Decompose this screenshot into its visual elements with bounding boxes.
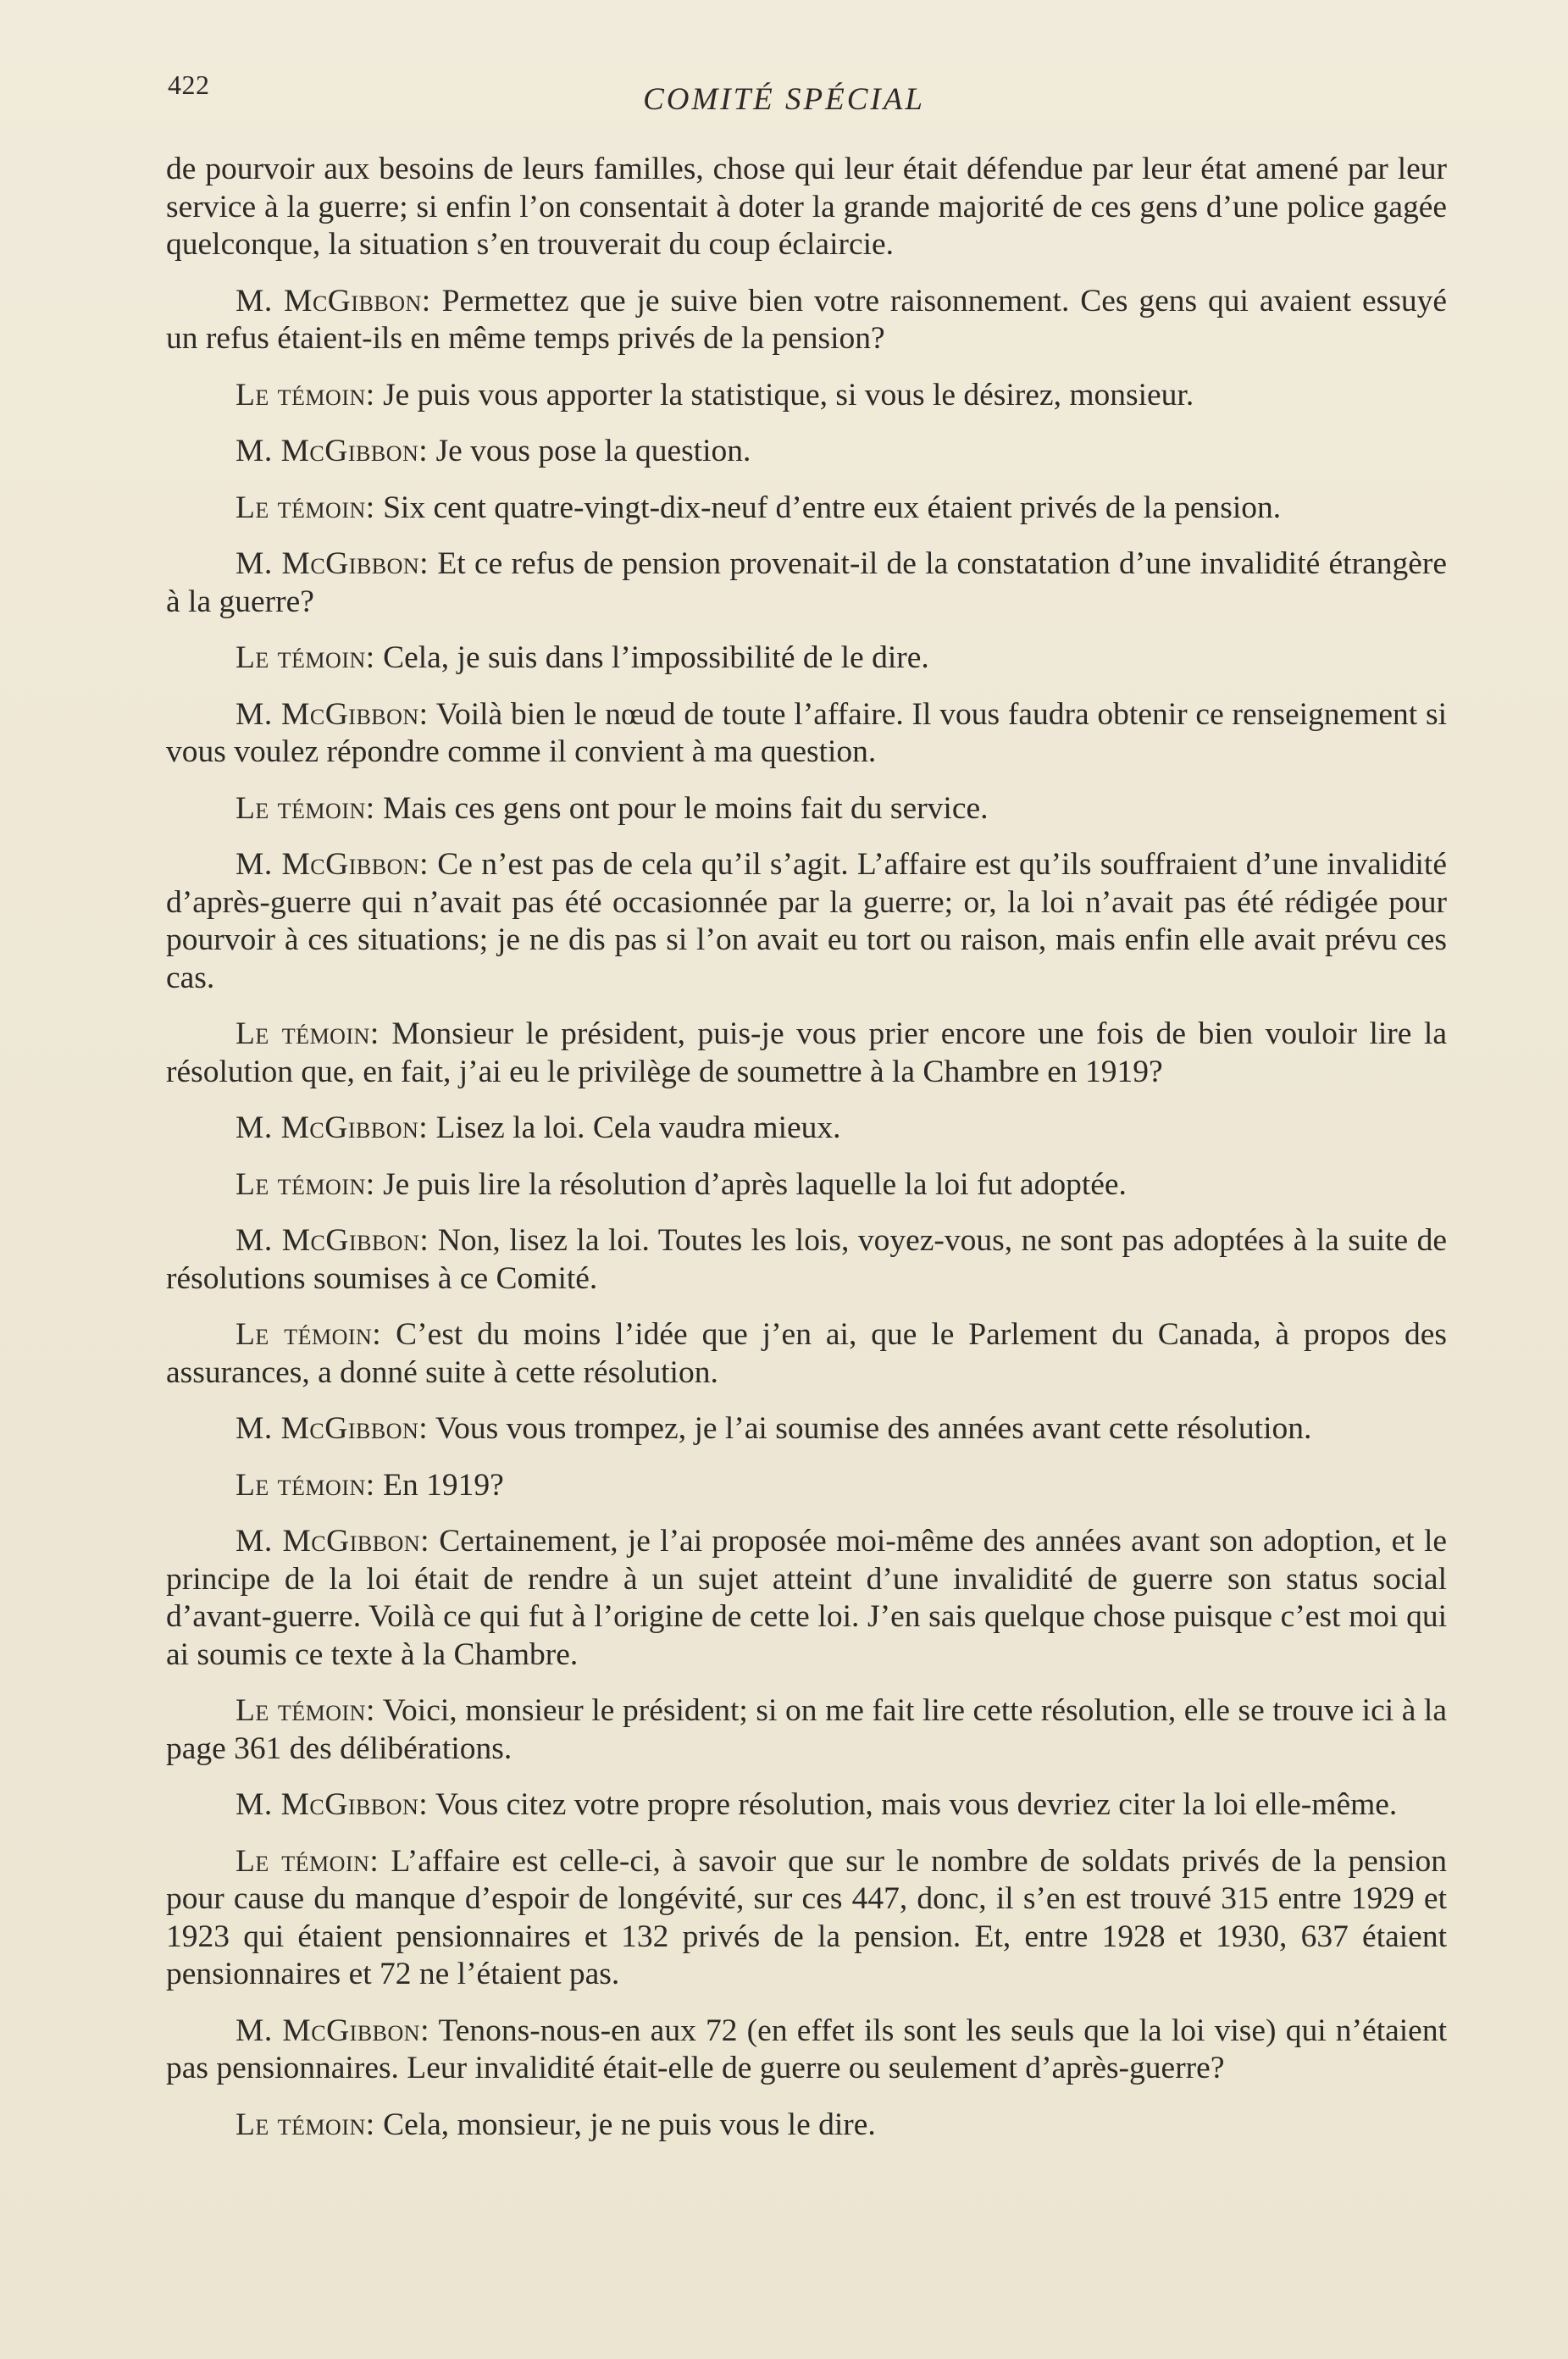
speaker-label: M. McGibbon: xyxy=(235,1223,429,1258)
paragraph-text: Je puis vous apporter la statistique, si vous le désirez, monsieur. xyxy=(383,377,1194,413)
paragraph xyxy=(166,1786,1447,1825)
speaker-label: Le témoin: xyxy=(235,790,375,826)
paragraph-text: Vous citez votre propre résolution, mais vous devriez citer la loi elle-même. xyxy=(435,1787,1398,1822)
speaker-label: Le témoin: xyxy=(235,1166,375,1202)
paragraph xyxy=(166,790,1447,828)
running-title: COMITÉ SPÉCIAL xyxy=(643,82,925,117)
speaker-label: Le témoin: xyxy=(235,377,375,413)
paragraph xyxy=(166,490,1447,528)
page-number: 422 xyxy=(168,69,210,100)
speaker-label: M. McGibbon: xyxy=(235,1787,429,1822)
paragraph xyxy=(166,1410,1447,1448)
paragraph-text: Tenons-nous-en aux 72 (en effet ils sont les seuls que la loi vise) qui n’étaient pas pensionnaires. Leur invalidité était-elle de guerre ou seulement d’après-guerre? xyxy=(166,2013,1447,2085)
paragraph xyxy=(166,1222,1447,1298)
paragraph xyxy=(166,151,1447,264)
paragraph-text: Voilà bien le nœud de toute l’affaire. Il vous faudra obtenir ce renseignement si vous voulez répondre comme il convient à ma question. xyxy=(166,696,1447,769)
paragraph-text: Voici, monsieur le président; si on me fait lire cette résolution, elle se trouve ici à la page 361 des délibérations. xyxy=(166,1693,1447,1766)
paragraph xyxy=(166,1016,1447,1091)
paragraph-text: C’est du moins l’idée que j’en ai, que le Parlement du Canada, à propos des assurances, a donné suite à cette résolution. xyxy=(166,1317,1448,1390)
paragraph xyxy=(166,377,1447,415)
paragraph-text: Monsieur le président, puis-je vous prier encore une fois de bien vouloir lire la résolution que, en fait, j’ai eu le privilège de soumettre à la Chambre en 1919? xyxy=(166,1016,1447,1089)
speaker-label: M. McGibbon: xyxy=(235,1110,429,1145)
paragraph xyxy=(166,1166,1447,1204)
speaker-label: M. McGibbon: xyxy=(235,2013,429,2048)
speaker-label: Le témoin: xyxy=(235,490,375,525)
paragraph xyxy=(166,545,1447,621)
paragraph xyxy=(166,283,1447,358)
paragraph-text: Cela, monsieur, je ne puis vous le dire. xyxy=(383,2107,876,2142)
paragraph xyxy=(166,1110,1447,1148)
speaker-label: M. McGibbon: xyxy=(235,1411,429,1446)
paragraph-text: Mais ces gens ont pour le moins fait du service. xyxy=(383,790,989,826)
paragraph xyxy=(166,696,1447,772)
paragraph-text: L’affaire est celle-ci, à savoir que sur le nombre de soldats privés de la pension pour cause du manque d’espoir de longévité, sur ces 447, donc, il s’en est trouvé 315 entre 1929 et 1923 qui étaient pensionnaires et 132 privés de la pension. Et, entre 1928 et 1930, 637 étaient pensionnaires et 72 ne l’étaient pas. xyxy=(166,1843,1447,1991)
paragraph xyxy=(166,846,1447,997)
speaker-label: Le témoin: xyxy=(235,1016,380,1051)
paragraph xyxy=(166,640,1447,678)
paragraph xyxy=(166,1692,1447,1768)
paragraph-text: Cela, je suis dans l’impossibilité de le dire. xyxy=(383,640,929,675)
speaker-label: M. McGibbon: xyxy=(235,434,429,468)
speaker-label: M. McGibbon: xyxy=(235,696,429,732)
paragraph-text: Et ce refus de pension provenait-il de la constatation d’une invalidité étrangère à la guerre? xyxy=(166,546,1448,619)
paragraph xyxy=(166,433,1447,471)
speaker-label: Le témoin: xyxy=(235,640,375,675)
speaker-label: Le témoin: xyxy=(235,1467,375,1503)
paragraph xyxy=(166,1523,1447,1674)
paragraph-text: En 1919? xyxy=(383,1467,504,1503)
speaker-label: M. McGibbon: xyxy=(235,546,429,581)
paragraph xyxy=(166,2013,1447,2088)
paragraph-text: Je vous pose la question. xyxy=(435,434,751,468)
speaker-label: M. McGibbon: xyxy=(235,847,429,882)
paragraph xyxy=(166,1316,1447,1392)
paragraph-text: Vous vous trompez, je l’ai soumise des années avant cette résolution. xyxy=(435,1411,1312,1446)
transcript-body xyxy=(166,151,1447,2162)
speaker-label: M. McGibbon: xyxy=(235,283,431,318)
paragraph-text: Je puis lire la résolution d’après laquelle la loi fut adoptée. xyxy=(383,1166,1127,1202)
paragraph-text: Ce n’est pas de cela qu’il s’agit. L’affaire est qu’ils souffraient d’une invalidité d’après-guerre qui n’avait pas été occasionnée par la guerre; or, la loi n’avait pas été rédigée pour pourvoir à ces situations; je ne dis pas si l’on avait eu tort ou raison, mais enfin elle avait prévu ces cas. xyxy=(166,847,1447,995)
paragraph xyxy=(166,1467,1447,1505)
paragraph xyxy=(166,2107,1447,2145)
speaker-label: Le témoin: xyxy=(235,1317,382,1352)
speaker-label: Le témoin: xyxy=(235,2107,375,2142)
paragraph-text: de pourvoir aux besoins de leurs familles, chose qui leur était défendue par leur état amené par leur service à la guerre; si enfin l’on consentait à doter la grande majorité de ces gens d’une police gagée quelconque, la situation s’en trouverait du coup éclaircie. xyxy=(166,152,1447,262)
paragraph-text: Lisez la loi. Cela vaudra mieux. xyxy=(435,1110,841,1145)
speaker-label: Le témoin: xyxy=(235,1693,375,1728)
speaker-label: M. McGibbon: xyxy=(235,1524,430,1559)
paragraph-text: Six cent quatre-vingt-dix-neuf d’entre eux étaient privés de la pension. xyxy=(383,490,1282,525)
paragraph-text: Non, lisez la loi. Toutes les lois, voyez-vous, ne sont pas adoptées à la suite de résolutions soumises à ce Comité. xyxy=(166,1223,1447,1296)
speaker-label: Le témoin: xyxy=(235,1843,380,1879)
paragraph-text: Permettez que je suive bien votre raisonnement. Ces gens qui avaient essuyé un refus étaient-ils en même temps privés de la pension? xyxy=(166,283,1447,356)
paragraph-text: Certainement, je l’ai proposée moi-même des années avant son adoption, et le principe de la loi était de rendre à un sujet atteint d’une invalidité de guerre son status social d’avant-guerre. Voilà ce qui fut à l’origine de cette loi. J’en sais quelque chose puisque c’est moi qui ai soumis ce texte à la Chambre. xyxy=(166,1524,1448,1672)
paragraph xyxy=(166,1843,1447,1994)
